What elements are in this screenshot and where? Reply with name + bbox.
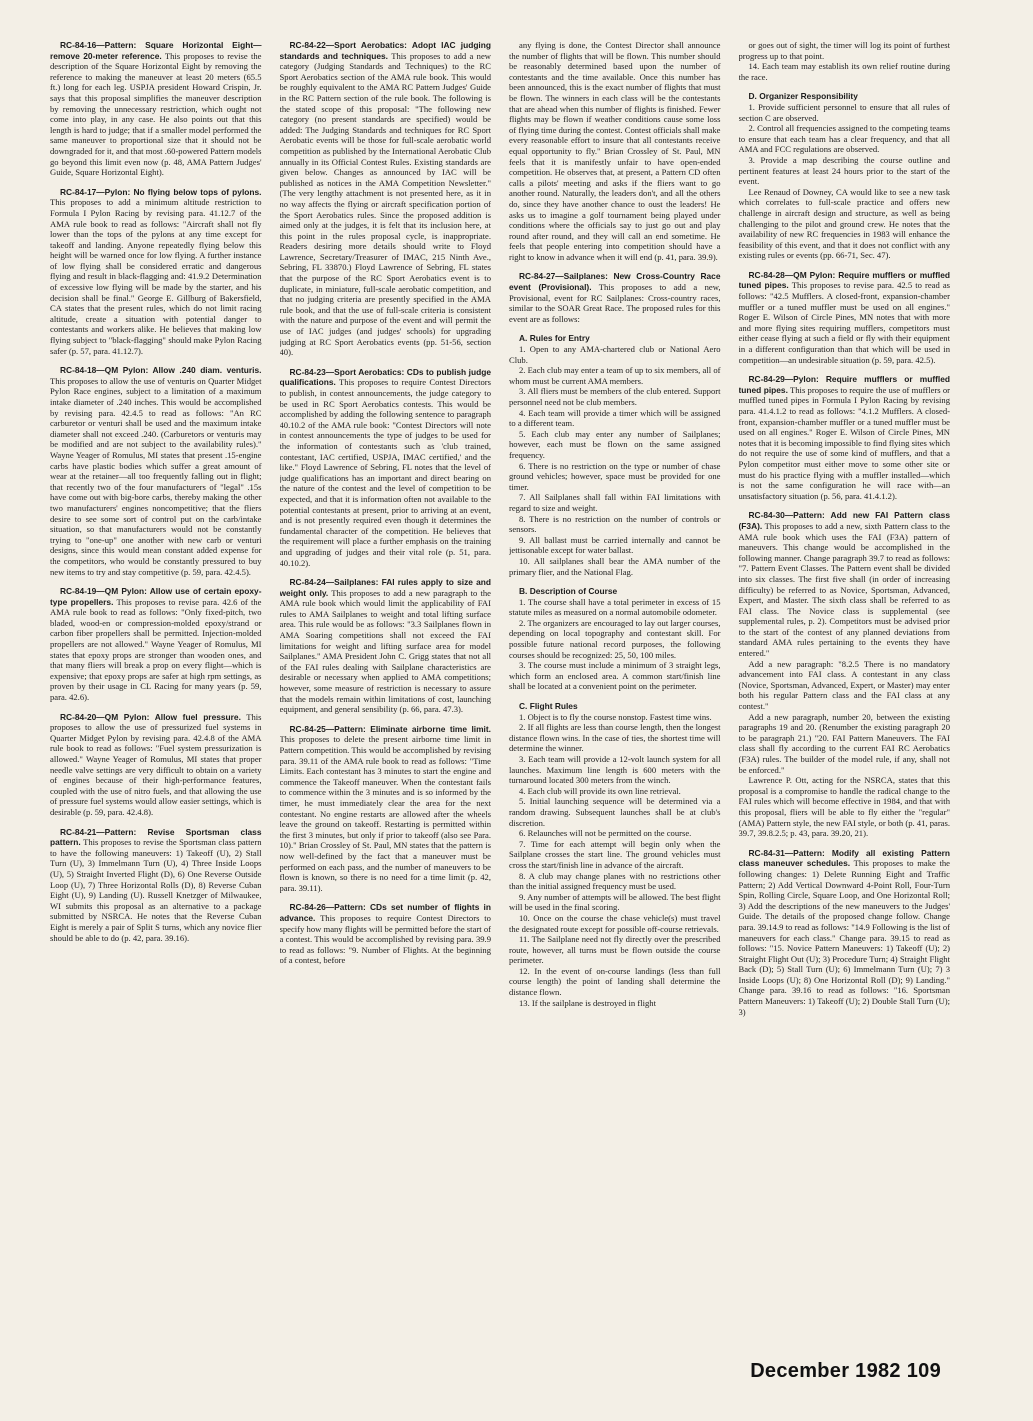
footer-date: December 1982 — [750, 1360, 901, 1382]
rule-item: 4. Each team will provide a timer which will be assigned to a different team. — [509, 407, 721, 429]
entry-paragraph — [739, 659, 951, 712]
rule-entry — [50, 365, 262, 577]
paragraph-text: Add a new paragraph: "8.2.5 There is no mandatory advancement into FAI class. A contestant in any class (Novice, Sportsman, Advanced, Expert, or Master) may enter both his regular Pattern class and the FAI class at any contest." — [738, 658, 950, 712]
rule-item: 6. Relaunches will not be permitted on the course. — [519, 828, 692, 839]
section-subheading: D. Organizer Responsibility — [748, 91, 858, 102]
paragraph-text: or goes out of sight, the timer will log its point of furthest progress up to that point. — [738, 40, 950, 61]
rule-entry — [50, 187, 262, 357]
rule-heading: RC-84-22—Sport Aerobatics: Adopt IAC judging standards and techniques. — [279, 40, 491, 61]
paragraph-text: any flying is done, the Contest Director shall announce the number of flights that will be flown. This number should be reasonably determined based upon the number of contestants and the time available. Once this number has been announced, this is the exact number of flights that must be flown. The winners in each class will be the contestants that are ahead when this number of flights is finished. Fewer flights may be flown if weather conditions cause some loss of flying time during the contest. Contest officials shall make every reasonable effort to insure that all contestants receive equal opportunity to fly." Brian Crossley of St. Paul, MN feels that it is manifestly unfair to have open-ended competition. He observes that, at present, a Pattern CD often calls a pilots' meeting and asks if the fliers want to go another round. Naturally, the leaders don't, and all the others do, since they have another chance to oust the leaders! He asks us to imagine a golf tournament being played under conditions where the officials say to just go out and play round after round, and they will call an end sometime. He feels that people entering into competition should have a right to know in advance when it will end (p. 41, para. 39.9). — [509, 40, 721, 262]
rule-heading: RC-84-31—Pattern: Modify all existing Pattern class maneuver schedules. — [738, 847, 950, 869]
entry-paragraph — [739, 374, 951, 501]
entry-paragraph — [739, 775, 951, 839]
rule-heading: RC-84-26—Pattern: CDs set number of flights in advance. — [279, 902, 491, 923]
rule-item: 3. Provide a map describing the course outline and pertinent features at least 24 hours prior to the start of the event. — [738, 154, 950, 187]
rule-item: 7. All Sailplanes shall fall within FAI limitations with regard to size and weight. — [509, 492, 721, 513]
paragraph-text: This proposes to make the following changes: 1) Delete Running Eight and Traffic Pattern; 2) Add Vertical Downward 4-Point Roll, Four-Turn Spin, Rolling Circle, Square Loop, and One Horizontal Roll; 3) Add the descriptions of the new maneuvers to the Judges' Guide. The details of the proposed change follow. Change para. 39.14.9 to read as follows: "14.9 Following is the list of maneuvers for each class." Change para. 39.15 to read as follows: "15. Novice Pattern Maneuvers: 1) Takeoff (U); 2) Straight Flight Out (U); 3) Procedure Turn; 4) Straight Flight Back (D); 5) Stall Turn (U); 6) Immelmann Turn (U); 7) 3 Inside Loops (U); 8) One Horizontal Roll (D); 9) Landing." Change para. 39.16 to read as follows: "16. Sportsman Pattern Maneuvers: 1) Takeoff (U); 2) Double Stall Turn (U); 3) — [738, 858, 950, 1017]
rule-heading: RC-84-18—QM Pylon: Allow .240 diam. venturis. — [60, 365, 262, 376]
section-subheading: C. Flight Rules — [519, 701, 578, 712]
rule-entry — [739, 510, 951, 838]
rule-entry — [509, 333, 721, 577]
entry-paragraph — [280, 724, 492, 894]
paragraph-text: This proposes to add a new category (Judging Standards and Techniques) to the RC Sport Aerobatics section of the AMA rule book. This would be roughly equivalent to the AMA RC Pattern Judges' Guide in the RC Pattern section of the rule book. The following is the stated scope of this proposal: "The following new category (no present standards are specified) would be added: The Judging Standards and techniques for RC Sport Aerobatic events will be those for full-scale aerobatic world competition as published by the International Aerobatic Club annually in its Official Contest Rules. Existing standards are given below. Changes as announced by IAC will be published as notices in the AMA Competition Newsletter." (The very lengthy attachment is not presented here, as it in no way affects the flying or aircraft specification portion of the Sport Aerobatics rules. Since the proposed addition is aimed only at the judges, it is felt that its inclusion here, at this point in the rules proposal cycle, is inappropriate. Readers desiring more details should write to Floyd Lawrence, Secretary/Treasurer of IMAC, 215 Ninth Ave., Sebring, FL 33870.) Floyd Lawrence of Sebring, FL states that the purpose of the RC Sport Aerobatics event is to duplicate, in miniature, full-scale aerobatic competition, and that no judging criteria are presently specified in the AMA rule book, and that the use of full-scale criteria is consistent with the nature and purpose of the event and will permit the use of IAC judges (and judges' schools) for upgrading judging at RC Sport Aerobatics events (pp. 51-56, section 40). — [279, 50, 491, 358]
entry-paragraph — [739, 510, 951, 658]
paragraph-text: This proposes to revise para. 42.5 to read as follows: "42.5 Mufflers. A closed-front, expansion-chamber muffler or a tuned muffler must be used on all engines." Roger E. Wilson of Circle Pines, MN notes that with more and more flying sites requiring mufflers, competitors must either cease flying at such a field or fly with their equipment in a different configuration than that which will be used in competition—an undesirable situation (p. 59, para. 42.5). — [738, 280, 950, 365]
column-2 — [280, 40, 492, 1330]
rule-entry — [739, 40, 951, 82]
rule-entry — [509, 586, 721, 692]
rule-item: 7. Time for each attempt will begin only when the Sailplane crosses the start line. The ground vehicles must cross the start/finish line in advance of the aircraft. — [509, 838, 721, 870]
rule-heading: RC-84-23—Sport Aerobatics: CDs to publish judge qualifications. — [279, 366, 491, 388]
rule-heading: RC-84-19—QM Pylon: Allow use of certain epoxy-type propellers. — [50, 586, 262, 607]
column-4 — [739, 40, 951, 1330]
rule-item: 5. Each club may enter any number of Sailplanes; however, each must be flown on the same assigned frequency. — [509, 428, 721, 460]
rule-entry — [509, 701, 721, 1008]
rule-item: 1. Object is to fly the course nonstop. Fastest time wins. — [519, 711, 712, 722]
rule-heading: RC-84-28—QM Pylon: Require mufflers or muffled tuned pipes. — [738, 269, 950, 291]
entry-paragraph — [50, 365, 262, 577]
entry-paragraph — [280, 902, 492, 966]
entry-paragraph — [50, 586, 262, 703]
paragraph-text: Lawrence P. Ott, acting for the NSRCA, states that this proposal is a compromise to handle the radical change to the FAI rules which will become effective in 1984, and that with this proposal, fliers will be able to fly either the "regular" (AMA) Pattern style, the new FAI style, or both (p. 41, paras. 39.7, 39.8.2.5; p. 43, para. 39.20, 21). — [738, 775, 950, 839]
entry-paragraph — [280, 367, 492, 568]
section-subheading: A. Rules for Entry — [519, 333, 590, 344]
paragraph-text: This proposes to add a new, sixth Pattern class to the AMA rule book which uses the FAI (F3A) pattern of maneuvers. This change would be accomplished in the following manner. Change paragraph 39.7 to read as follows: "7. Pattern Event Classes. The Pattern event shall be divided into six classes. The first five shall (in order of increasing difficulty) be referred to as Novice, Sportsman, Advanced, Expert, and Master. The sixth class shall be referred to as FAI class. The Novice class is supplemental (see supplemental rules, p. 2). Competitors must be advised prior to the start of the contest of any planned deviations from standard AMA rules pertaining to the events they have entered." — [738, 520, 950, 659]
rule-heading: RC-84-27—Sailplanes: New Cross-Country Race event (Provisional). — [509, 271, 721, 293]
paragraph-text: This proposes to revise the description of the Square Horizontal Eight by removing the reference to making the maneuver at least 20 meters (65.5 ft.) long for each leg. USPJA president Howard Crispin, Jr. says that this proposal simplifies the maneuver description by removing the unnecessary restriction, which ought not come into play, in any case. He also points out that this length is hard to judge; that if a smaller model performed the same maneuver to proportional size that it should not be downgraded for it, and that most .60-powered Pattern models go beyond this limit even now (p. 48, AMA Pattern Judges' Guide, Square Horizontal Eight). — [50, 50, 262, 178]
paragraph-text: This proposes to add a new paragraph to the AMA rule book which would limit the applicability of FAI rules to AMA Sailplanes to weight and total lifting surface area. This rule would be as follows: "3.3 Sailplanes flown in AMA Soaring competitions shall not exceed the FAI limitations for weight and lifting surface area for model Sailplanes." AMA President John C. Grigg states that not all of the FAI rules dealing with Sailplane characteristics are desirable or necessary when applied to AMA competitions; however, some measure of restriction is necessary to assure that the models remain within limitations of cost, launching equipment, and general sensibility (p. 66, para. 47.3). — [279, 587, 491, 715]
page-number: 109 — [906, 1360, 941, 1382]
entry-paragraph — [739, 848, 951, 1018]
entry-paragraph — [50, 712, 262, 818]
rule-entry — [280, 40, 492, 358]
rule-item: 2. If all flights are less than course length, then the longest distance flown wins. In the case of ties, the shortest time will determine the winner. — [509, 722, 721, 754]
rule-heading: RC-84-20—QM Pylon: Allow fuel pressure. — [60, 711, 241, 722]
paragraph-text: This proposes to allow the use of venturis on Quarter Midget Pylon Race engines, subject to a limitation of a maximum intake diameter of .240 inches. This would be accomplished by revising para. 42.4.5 to read as follows: "An RC carburetor or venturi shall be used and the maximum intake diameter shall not exceed .240. (Carburetors or venturis may be modified and are not subject to the availability rules)." Wayne Yeager of Romulus, MI states that present .15-engine carbs have plastic bodies which suffer a great amount of wear at the retainer—all too frequently falling out in flight; that recently two of the four manufacturers of "legal" .15s have come out with big-bore carbs, thereby making the other two manufacturers' engines noncompetitive; that the fliers desire to see some sort of control put on the carb/intake situation, so that manufacturers would not be constantly trying to "one-up" one another with new carb or venturi designs, since this would mean constant added expense for the competitors, who would be constantly pressured to buy new items to try and stay competitive (p. 59, para. 42.4.5). — [50, 375, 262, 577]
entry-paragraph — [739, 61, 951, 82]
paragraph-text: This proposes to add a minimum altitude restriction to Formula I Pylon Racing by revising para. 41.12.7 of the AMA rule book to read as follows: "Aircraft shall not fly lower than the tops of the pylons at any time except for takeoff and landing. Anyone repeatedly flying below this height will be warned once for low flying. A further instance of low flying shall be considered erratic and dangerous flying and result in black-flagging and: 41.9.2 Determination of excessive low flying will be made by the starter, and his decision shall be final." George E. Gillburg of Bakersfield, CA states that the present rules, which do not limit racing altitude, create a situation with potential danger to contestants and workers alike. He believes that making low flying subject to "black-flagging" should make Pylon Racing safer (p. 57, para. 41.12.7). — [50, 197, 262, 356]
entry-paragraph — [280, 577, 492, 715]
column-3 — [509, 40, 721, 1330]
entry-paragraph — [739, 712, 951, 776]
entry-paragraph — [50, 827, 262, 944]
paragraph-text: This proposes to delete the present airborne time limit in Pattern competition. This would be accomplished by revising para. 39.11 of the AMA rule book to read as follows: "Time Limits. Each contestant has 3 minutes to start the engine and commence the Takeoff maneuver. When the contestant fails to commence within the 3 minutes and is so informed by the timer, he must immediately clear the area for the next contestant. No engine restarts are allowed after the wheels leave the ground on takeoff. Restarting is permitted within the first 3 minutes, but only if prior to takeoff (also see Para. 10)." Brian Crossley of St. Paul, MN states that the pattern is now well-defined by the fact that a maneuver must be performed on each pass, and the number of maneuvers to be flown is known, so there is no need for a time limit (p. 42, para. 39.11). — [279, 734, 491, 893]
paragraph-text: Add a new paragraph, number 20, between the existing paragraphs 19 and 20. (Renumber the existing paragraph 20 to be paragraph 21.) "20. FAI Pattern Maneuvers. The FAI class shall fly according to the current FAI RC Aerobatics (F3A) rules. The builder of the model rule, if any, shall not be enforced." — [738, 711, 950, 775]
rule-item: 5. Initial launching sequence will be determined via a random drawing. Subsequent launches shall be at club's discretion. — [509, 796, 721, 828]
rule-heading: RC-84-29—Pylon: Require mufflers or muffled tuned pipes. — [738, 374, 950, 395]
rule-item: 12. In the event of on-course landings (less than full course length) the point of landing shall determine the distance flown. — [509, 965, 721, 998]
rule-item: 9. All ballast must be carried internally and cannot be jettisonable except for water ballast. — [509, 534, 721, 556]
rule-item: 11. The Sailplane need not fly directly over the prescribed route, however, all turns must be flown outside the course perimeter. — [509, 934, 721, 966]
rule-entry — [739, 848, 951, 1018]
entry-paragraph — [50, 187, 262, 357]
column-1 — [50, 40, 262, 1330]
rule-item: 10. All sailplanes shall bear the AMA number of the primary flier, and the National Flag. — [509, 555, 721, 577]
rule-item: 8. There is no restriction on the number of controls or sensors. — [509, 513, 721, 535]
paragraph-text: This proposes to allow the use of pressurized fuel systems in Quarter Midget Pylon by revising para. 42.4.8 of the AMA rule book to read as follows: "Fuel system pressurization is allowed." Wayne Yeager of Romulus, MI states that proper needle valve settings are very difficult to obtain on a variety of engines because of their high-performance features, coupled with the use of nitro fuels, and that allowing the use of pressure fuel systems would allow easier settings, which is desirable (p. 59, para. 42.4.8). — [50, 711, 262, 817]
entry-paragraph — [50, 40, 262, 178]
entry-paragraph — [739, 40, 951, 61]
paragraph-text: This proposes to add a new, Provisional, event for RC Sailplanes: Cross-country races, similar to the SOAR Great Race. The proposed rules for this event are as follows: — [509, 282, 721, 324]
rule-heading: RC-84-24—Sailplanes: FAI rules apply to size and weight only. — [279, 577, 491, 598]
rule-entry — [50, 712, 262, 818]
paragraph-text: This proposes to revise para. 42.6 of the AMA rule book to read as follows: "Only fixed-pitch, two bladed, wood-en or compression-molded epoxy/strand or carbon fiber propellers shall be permitted. Injection-molded propellers are not allowed." Wayne Yeager of Romulus, MI states that epoxy props are stronger than wooden ones, and that many fliers will break a prop on every flight—which is expensive; that epoxy props are safer at high rpm settings, as proven by their usage in CL Racing for many years (p. 59, para. 42.6). — [50, 596, 262, 703]
rule-heading: RC-84-17—Pylon: No flying below tops of pylons. — [60, 186, 262, 197]
rule-entry — [280, 724, 492, 894]
rule-entry — [739, 374, 951, 501]
rule-entry — [50, 586, 262, 703]
rule-item: 3. All fliers must be members of the club entered. Support personnel need not be club members. — [509, 386, 721, 407]
rule-heading: RC-84-21—Pattern: Revise Sportsman class pattern. — [50, 826, 262, 848]
paragraph-text: This proposes to require the use of mufflers or muffled tuned pipes in Formula I Pylon Racing by revising para. 41.4.1.2 to read as follows: "4.1.2 Mufflers. A closed-front, expansion-chamber muffler or a tuned muffler must be used on all engines." Roger E. Wilson of Circle Pines, MN notes that it is becoming impossible to find flying sites which do not require the use of some kind of mufflers, and that a Pylon competitor must either move to some other site or must do his practice flying with a muffler installed—which is not the same configuration he will race with—an unsatisfactory situation (p. 56, para. 41.4.1.2). — [738, 384, 950, 501]
rule-item: 2. The organizers are encouraged to lay out larger courses, depending on local topography and contestant skill. For possible future national record purposes, the following courses should be recognized: 25, 50, 100 miles. — [509, 617, 721, 660]
rule-item: 1. Provide sufficient personnel to ensure that all rules of section C are observed. — [738, 101, 950, 123]
rule-item: 9. Any number of attempts will be allowed. The best flight will be used in the final scoring. — [509, 891, 721, 913]
entry-paragraph — [739, 270, 951, 365]
rule-heading: RC-84-16—Pattern: Square Horizontal Eight—remove 20-meter reference. — [50, 40, 262, 61]
rule-item: 6. There is no restriction on the type or number of chase ground vehicles; however, space must be provided for one timer. — [509, 460, 721, 492]
section-subheading: B. Description of Course — [519, 586, 618, 597]
rule-heading: RC-84-30—Pattern: Add new FAI Pattern class (F3A). — [738, 510, 950, 531]
rule-entry — [509, 271, 721, 324]
rule-item: 10. Once on the course the chase vehicle(s) must travel the designated route except for possible off-course retrievals. — [509, 912, 721, 934]
rule-entry — [739, 270, 951, 365]
rule-entry — [50, 40, 262, 178]
rule-item: 1. Open to any AMA-chartered club or National Aero Club. — [509, 344, 721, 365]
rule-entry — [739, 91, 951, 261]
paragraph-text: 14. Each team may establish its own relief routine during the race. — [738, 61, 950, 82]
rule-item: 2. Each club may enter a team of up to six members, all of whom must be current AMA members. — [509, 365, 721, 386]
paragraph-text: This proposes to require Contest Directors to specify how many flights will be permitted before the start of a contest. This would be accomplished by revising para. 39.9 to read as follows: "9. Number of Flights. At the beginning of a contest, before — [279, 912, 491, 966]
rule-item: 4. Each club will provide its own line retrieval. — [519, 785, 681, 796]
rule-entry — [50, 827, 262, 944]
paragraph-text: This proposes to revise the Sportsman class pattern to have the following maneuvers: 1) Takeoff (U), 2) Stall Turn (U), 3) Immelmann Turn (U), 4) Three Inside Loops (U), 5) Straight Inverted Flight (D), 6) One Reverse Outside Loop (U), 7) Three Horizontal Rolls (D), 8) Reverse Cuban Eight (U), 9) Landing (U). Russell Knetzger of Milwaukee, WI submits this proposal as an alternative to a package submitted by NSRCA. He notes that the Reverse Cuban Eight is merely a pair of Split S turns, which any novice flier should be able to do (p. 42, para. 39.16). — [50, 837, 262, 943]
rule-entry — [280, 902, 492, 966]
entry-paragraph — [509, 40, 721, 262]
rule-item: 2. Control all frequencies assigned to the competing teams to ensure that each team has a clear frequency, and that all AMA and FCC regulations are observed. — [738, 123, 950, 155]
rule-item: 3. Each team will provide a 12-volt launch system for all launches. Maximum line length is 600 meters with the turnaround located 300 meters from the winch. — [509, 754, 721, 786]
rule-heading: RC-84-25—Pattern: Eliminate airborne time limit. — [289, 723, 491, 734]
rule-item: 8. A club may change planes with no restrictions other than the initial assigned frequency must be used. — [509, 870, 721, 892]
rule-entry — [280, 367, 492, 568]
text-columns — [50, 40, 950, 1330]
rule-item: Lee Renaud of Downey, CA would like to see a new task which correlates to full-scale practice and offers new challenge in aircraft design and structure, as well as being challenging to the pilot and ground crew. He notes that the availability of new RC frequencies in 1983 will enhance the feasibility of this event, and that it does not conflict with any existing rules or events (pp. 66-71, Sec. 47). — [738, 186, 950, 261]
page-footer — [750, 1360, 941, 1383]
paragraph-text: This proposes to require Contest Directors to publish, in contest announcements, the judge category to be used in RC Sport Aerobatics contests. This would be accomplished by adding the following sentence to paragraph 40.10.2 of the AMA rule book: "Contest Directors will note in contest announcements the type of judges to be used for the information of contestants such as 'club trained, contestant, IAC certified, USPJA, IMAC certified,' and the like." Floyd Lawrence of Sebring, FL notes that the level of judge qualifications has an important and direct bearing on the nature of the contest and the level of competition to be expected, and that it is information often not available to the potential contestants at present, prior to arriving at an event, and is not presently required even though it determines the fundamental character of the competition. He believes that the requirement will place a further emphasis on the training and upgrading of judges and their vital role (p. 51, para. 40.10.2). — [279, 377, 491, 568]
rule-entry — [280, 577, 492, 715]
rule-item: 3. The course must include a minimum of 3 straight legs, which form an enclosed area. A common start/finish line shall be located at a convenient point on the perimeter. — [509, 660, 721, 692]
entry-paragraph — [280, 40, 492, 358]
entry-paragraph — [509, 271, 721, 324]
rule-item: 1. The course shall have a total perimeter in excess of 15 statute miles as measured on a normal automobile odometer. — [509, 596, 721, 618]
rule-item: 13. If the sailplane is destroyed in flight — [519, 997, 656, 1008]
rule-entry — [509, 40, 721, 262]
